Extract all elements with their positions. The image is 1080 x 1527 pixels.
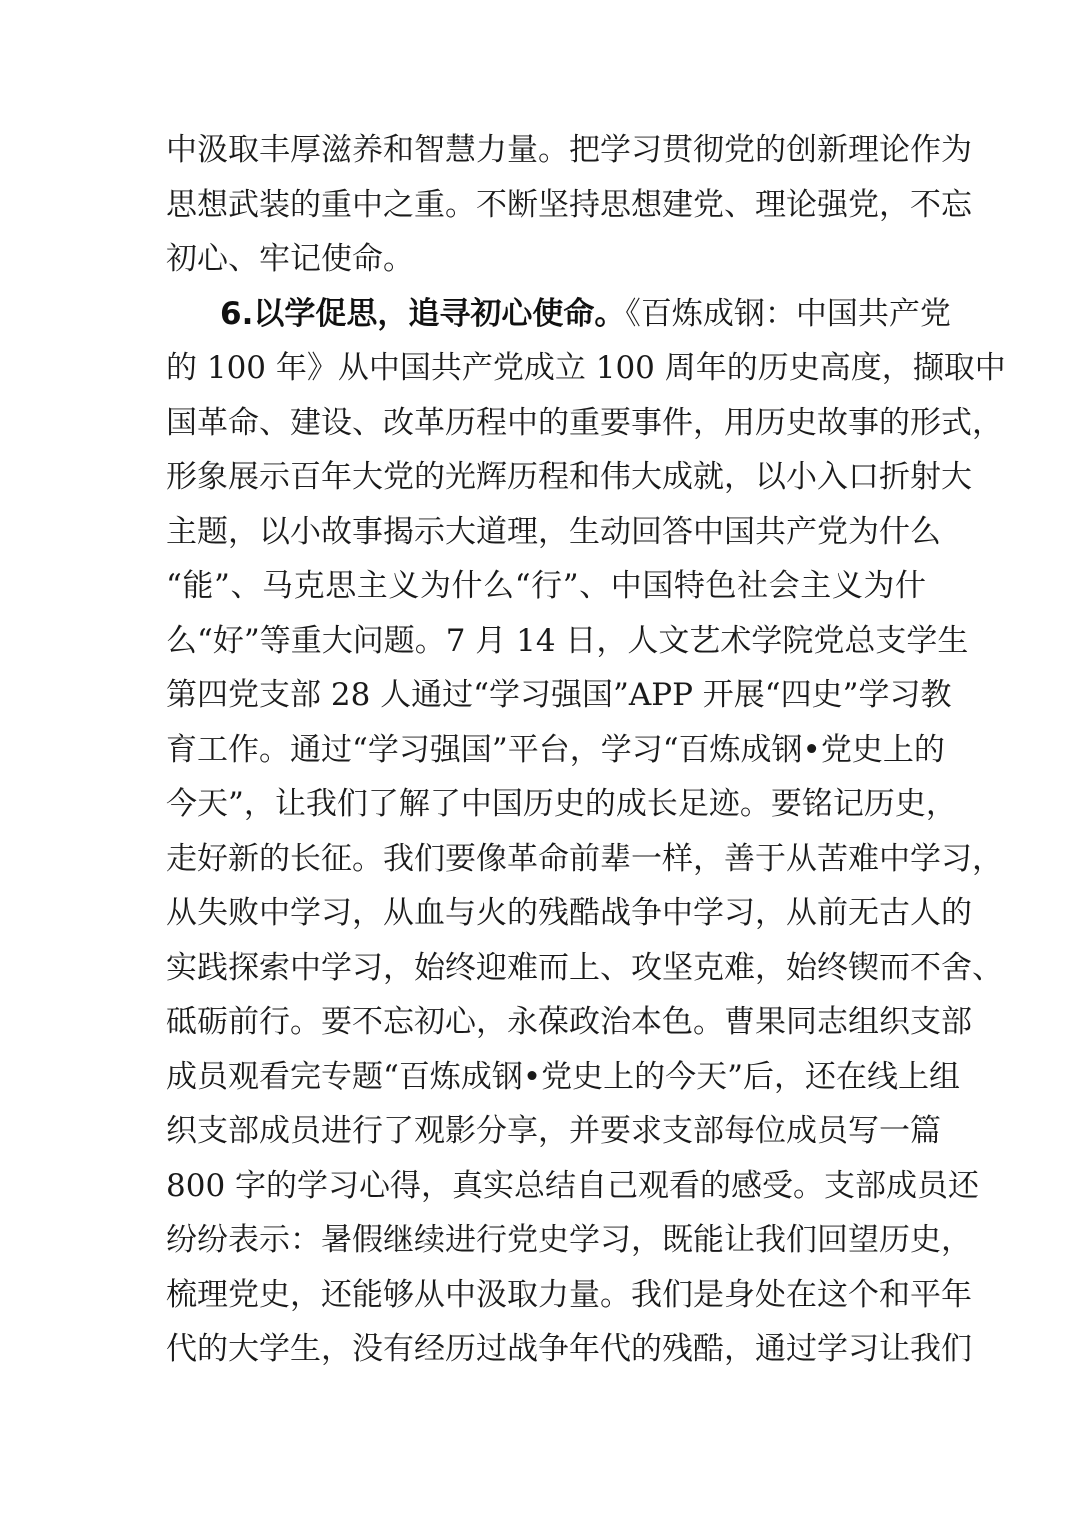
paragraph-line: 第四党支部 28 人通过“学习强国”APP 开展“四史”学习教 (166, 677, 952, 713)
section-first-line-text: 《百炼成钢：中国共产党 (625, 295, 951, 332)
paragraph-line: 800 字的学习心得，真实总结自己观看的感受。支部成员还 (166, 1167, 980, 1204)
paragraph-line: 纷纷表示：暑假继续进行党史学习，既能让我们回望历史， (166, 1222, 972, 1258)
paragraph-line: 实践探索中学习，始终迎难而上、攻坚克难，始终锲而不舍、 (166, 949, 1003, 986)
paragraph-line: 代的大学生，没有经历过战争年代的残酷，通过学习让我们 (166, 1331, 972, 1367)
paragraph-line: 形象展示百年大党的光辉历程和伟大成就，以小入口折射大 (166, 459, 972, 495)
section-first-line (166, 287, 951, 342)
paragraph-line: 初心、牢记使命。 (166, 241, 414, 277)
paragraph-line: 织支部成员进行了观影分享，并要求支部每位成员写一篇 (166, 1113, 941, 1149)
paragraph-line: “能”、马克思主义为什么“行”、中国特色社会主义为什 (166, 568, 926, 604)
paragraph-line: 砥砺前行。要不忘初心，永葆政治本色。曹果同志组织支部 (166, 1004, 972, 1040)
paragraph-line: 中汲取丰厚滋养和智慧力量。把学习贯彻党的创新理论作为 (166, 132, 972, 168)
paragraph-line: 育工作。通过“学习强国”平台，学习“百炼成钢•党史上的 (166, 731, 945, 768)
paragraph-line: 今天”，让我们了解了中国历史的成长足迹。要铭记历史， (166, 786, 957, 822)
paragraph-line: 么“好”等重大问题。7 月 14 日，人文艺术学院党总支学生 (166, 622, 969, 659)
document-body (166, 123, 1006, 1377)
paragraph-line: 走好新的长征。我们要像革命前辈一样，善于从苦难中学习， (166, 840, 1003, 877)
paragraph-line: 成员观看完专题“百炼成钢•党史上的今天”后，还在线上组 (166, 1058, 960, 1095)
paragraph-line: 的 100 年》从中国共产党成立 100 周年的历史高度，撷取中 (166, 350, 1006, 386)
paragraph-line: 主题，以小故事揭示大道理，生动回答中国共产党为什么 (166, 513, 941, 550)
paragraph-line: 梳理党史，还能够从中汲取力量。我们是身处在这个和平年 (166, 1276, 972, 1313)
paragraph-line: 从失败中学习，从血与火的残酷战争中学习，从前无古人的 (166, 895, 972, 931)
paragraph-line: 国革命、建设、改革历程中的重要事件，用历史故事的形式， (166, 404, 1003, 441)
section-heading: 6.以学促思，追寻初心使命。 (220, 295, 626, 332)
paragraph-line: 思想武装的重中之重。不断坚持思想建党、理论强党，不忘 (166, 186, 972, 223)
